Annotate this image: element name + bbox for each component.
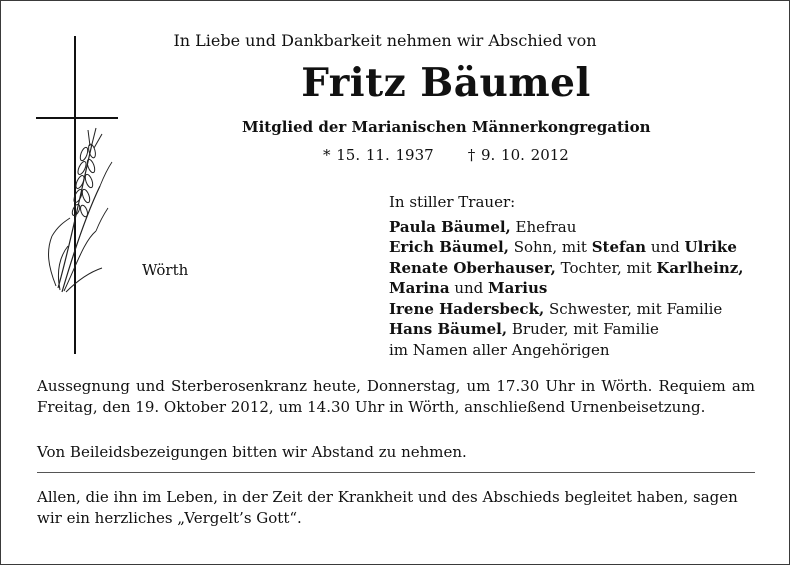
intro-line: In Liebe und Dankbarkeit nehmen wir Abschied von — [173, 31, 597, 50]
mourners-block — [389, 192, 769, 360]
deceased-name: Fritz Bäumel — [301, 60, 591, 106]
thanks-text: Allen, die ihn im Leben, in der Zeit der Krankheit und des Abschieds begleitet haben, sagen wir ein herzliches „Vergelt’s Gott“. — [37, 488, 738, 527]
mourner-line: Paula Bäumel, Ehefrau — [389, 217, 577, 236]
mourner-line: Irene Hadersbeck, Schwester, mit Familie — [389, 299, 723, 318]
condolence-note: Von Beileidsbezeigungen bitten wir Abstand zu nehmen. — [37, 443, 467, 461]
mourner-line: Hans Bäumel, Bruder, mit Familie — [389, 320, 659, 338]
service-details: Aussegnung und Sterberosenkranz heute, Donnerstag, um 17.30 Uhr in Wörth. Requiem am Freitag, den 19. Oktober 2012, um 14.30 Uhr in Wörth, anschließend Urnenbeisetzung. — [37, 377, 755, 416]
death-date: † 9. 10. 2012 — [467, 146, 569, 164]
birth-date: * 15. 11. 1937 — [323, 146, 434, 164]
mourning-heading: In stiller Trauer: — [389, 193, 516, 211]
divider — [37, 472, 755, 473]
life-dates — [323, 146, 569, 164]
mourner-line: im Namen aller Angehörigen — [389, 340, 610, 359]
place-name: Wörth — [142, 261, 189, 279]
membership-line: Mitglied der Marianischen Männerkongregation — [242, 118, 651, 136]
mourner-line: Renate Oberhauser, Tochter, mit Karlheinz, — [389, 258, 744, 277]
mourner-line: Marina und Marius — [389, 279, 548, 297]
mourner-line: Erich Bäumel, Sohn, mit Stefan und Ulrike — [389, 238, 737, 256]
